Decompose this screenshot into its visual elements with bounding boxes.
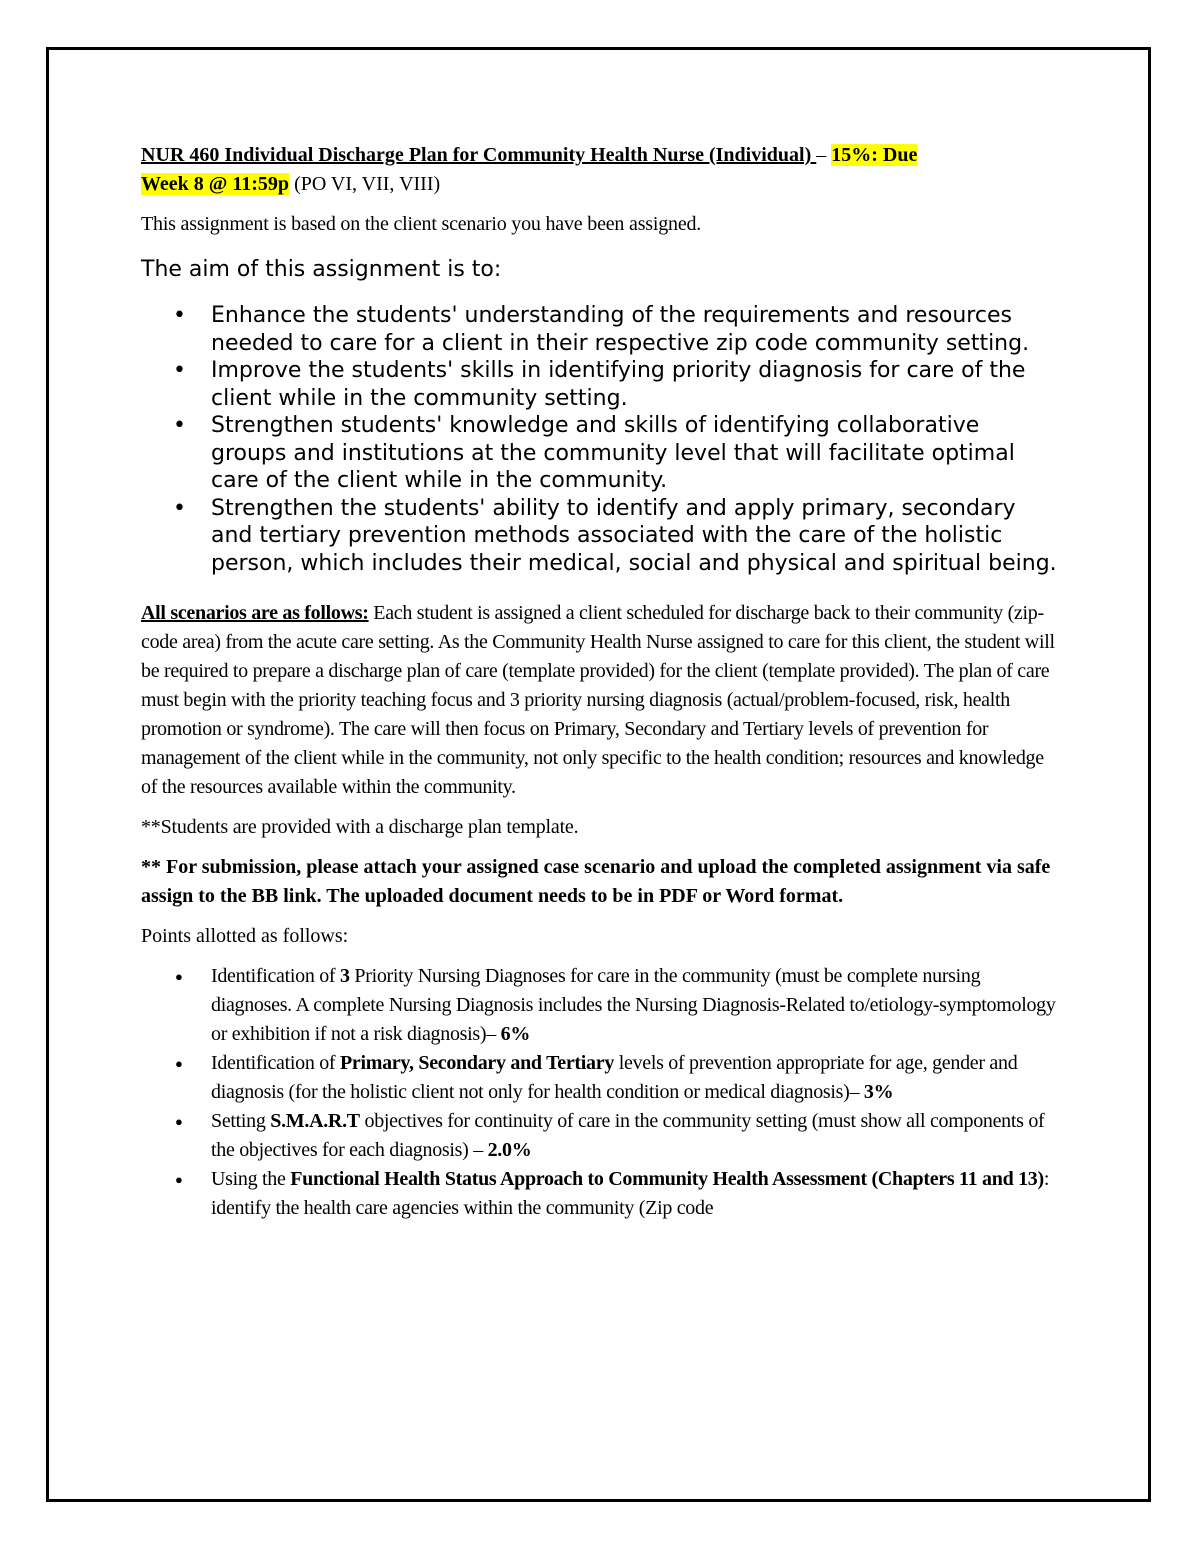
aims-list xyxy=(141,302,1061,577)
points-text: Identification of xyxy=(211,965,340,987)
points-item xyxy=(211,1107,1061,1165)
scenario-paragraph xyxy=(141,599,1061,802)
points-percent: 3% xyxy=(863,1081,894,1103)
points-text: Setting xyxy=(211,1110,271,1132)
points-text: Using the xyxy=(211,1168,291,1190)
title-program-outcomes: (PO VI, VII, VIII) xyxy=(289,173,441,195)
template-note: **Students are provided with a discharge plan template. xyxy=(141,816,579,838)
points-emphasis: Functional Health Status Approach to Community Health Assessment (Chapters 11 and 13) xyxy=(290,1168,1044,1190)
title-course: NUR 460 Individual Discharge Plan for Community Health Nurse (Individual) xyxy=(141,144,817,166)
title-dash: – xyxy=(816,144,832,166)
submission-instructions: ** For submission, please attach your assigned case scenario and upload the completed assignment via safe assign to the BB link. The uploaded document needs to be in PDF or Word format. xyxy=(141,856,1051,907)
aim-item: • Strengthen the students' ability to identify and apply primary, secondary and tertiary prevention methods associated with the care of the holistic person, which includes their medical, social and physical and spiritual being. xyxy=(211,495,1061,578)
points-item xyxy=(211,1049,1061,1107)
points-emphasis: Primary, Secondary and Tertiary xyxy=(340,1052,615,1074)
points-dash: – xyxy=(473,1139,488,1161)
aim-item: • Enhance the students' understanding of the requirements and resources needed to care for a client in their respective zip code community setting. xyxy=(211,302,1061,357)
points-list xyxy=(141,962,1061,1223)
points-emphasis: 3 xyxy=(340,965,350,987)
document-title xyxy=(141,141,1061,199)
title-weight-highlight: 15%: Due xyxy=(831,144,918,166)
points-heading: Points allotted as follows: xyxy=(141,925,349,947)
points-item xyxy=(211,962,1061,1049)
title-due-highlight: Week 8 @ 11:59p xyxy=(141,173,290,195)
points-text: Identification of xyxy=(211,1052,340,1074)
aim-item: • Strengthen students' knowledge and skills of identifying collaborative groups and institutions at the community level that will facilitate optimal care of the client while in the community. xyxy=(211,412,1061,495)
points-text: : identify the health care agencies within the community (Zip code xyxy=(211,1168,1050,1219)
intro-text: This assignment is based on the client scenario you have been assigned. xyxy=(141,213,702,235)
points-item xyxy=(211,1165,1061,1223)
aim-item: • Improve the students' skills in identifying priority diagnosis for care of the client while in the community setting. xyxy=(211,357,1061,412)
scenario-body: Each student is assigned a client scheduled for discharge back to their community (zip-code area) from the acute care setting. As the Community Health Nurse assigned to care for this client, the student will be required to prepare a discharge plan of care (template provided) for the client (template provided). The plan of care must begin with the priority teaching focus and 3 priority nursing diagnosis (actual/problem-focused, risk, health promotion or syndrome). The care will then focus on Primary, Secondary and Tertiary levels of prevention for management of the client while in the community, not only specific to the health condition; resources and knowledge of the resources available within the community. xyxy=(141,602,1055,798)
points-emphasis: S.M.A.R.T xyxy=(270,1110,360,1132)
points-text: Priority Nursing Diagnoses for care in the community (must be complete nursing diagnoses. A complete Nursing Diagnosis includes the Nursing Diagnosis-Related to/etiology-symptomology or exhibition if not a risk diagnosis) xyxy=(211,965,1056,1045)
points-text: objectives for continuity of care in the community setting (must show all components of the objectives for each diagnosis) xyxy=(211,1110,1045,1161)
scenario-lead: All scenarios are as follows: xyxy=(141,602,369,624)
points-percent: 6% xyxy=(500,1023,531,1045)
points-percent: 2.0% xyxy=(487,1139,532,1161)
document-body xyxy=(141,141,1061,1223)
points-dash: – xyxy=(486,1023,501,1045)
points-dash: – xyxy=(849,1081,864,1103)
aim-heading: The aim of this assignment is to: xyxy=(141,257,502,282)
points-text: levels of prevention appropriate for age, gender and diagnosis (for the holistic client not only for health condition or medical diagnosis) xyxy=(211,1052,1018,1103)
